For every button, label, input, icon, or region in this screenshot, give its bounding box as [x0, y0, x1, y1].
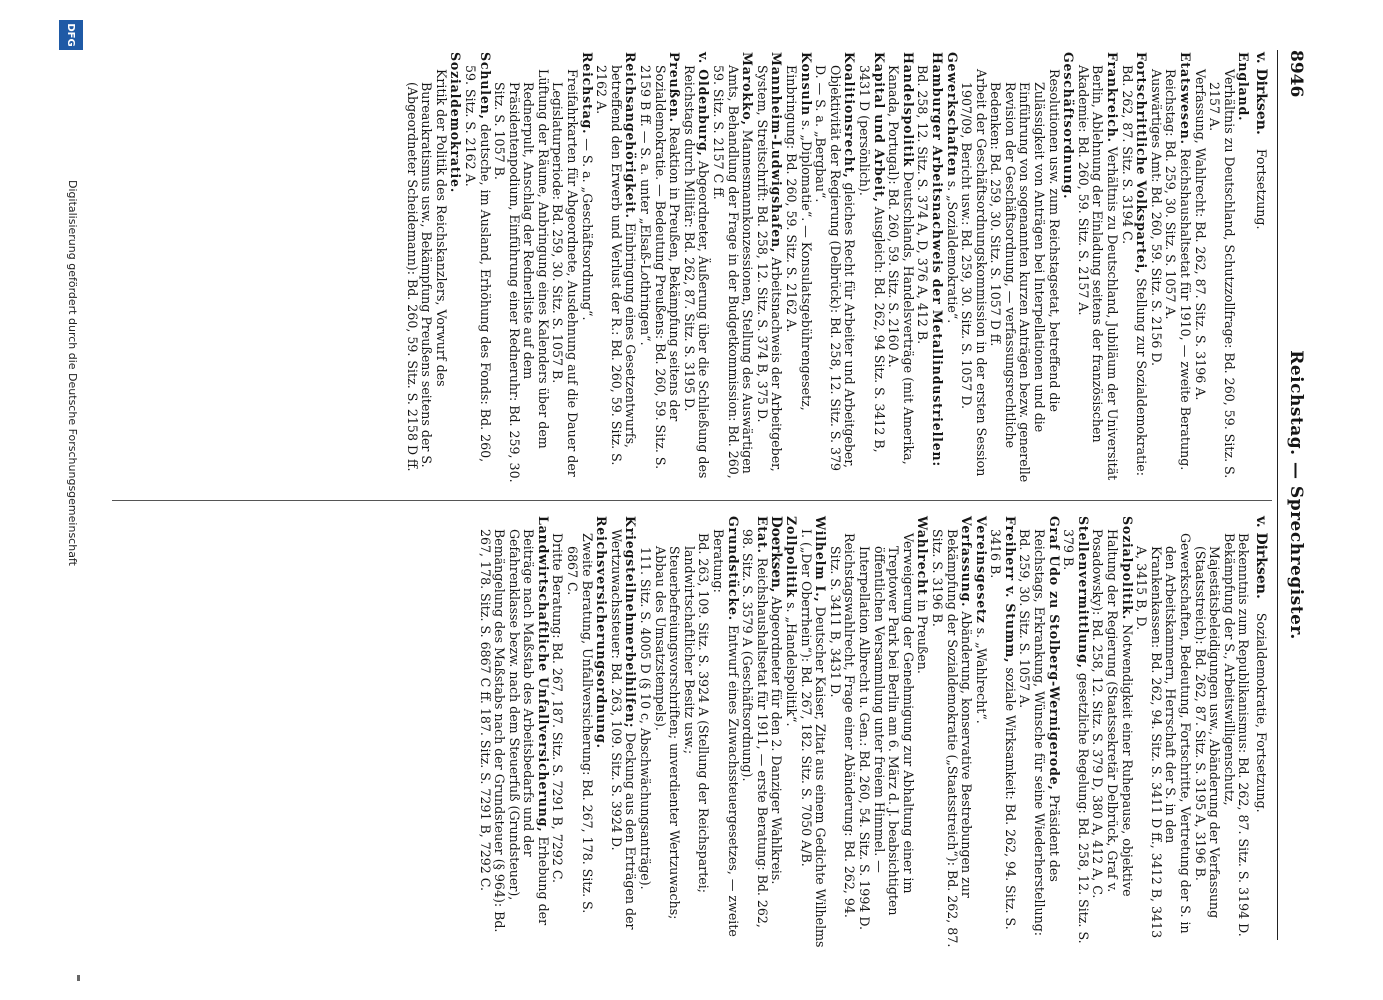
entry-text: Kritik der Politik des Reichskanzlers, Vorwurf des Bureaukratismus usw., Bekämpfung Preußens seitens der S. (Abgeordneter Scheidemann): Bd. 260, 59. Sitz. S. 2158 D ff.: [404, 69, 449, 472]
entry-text: s. „Handelspolitik“.: [784, 602, 799, 727]
entry-text: Präsident des Reichstags, Erkrankung, Wünsche für seine Wiederherstellung: Bd. 259, 30. Sitz. S. 1057 A.: [1017, 529, 1062, 937]
entry-text: Verhältnis zu Deutschland, Schutzzollfrage: Bd. 260, 59. Sitz. S. 2157 A.: [1207, 69, 1237, 479]
index-entry: [1134, 516, 1192, 948]
index-entry: [565, 516, 594, 948]
entry-keyword: Fortschrittliche Volkspartei,: [1134, 52, 1150, 275]
entry-text: Arbeit der Geschäftsordnungskommission in der ersten Session 1907/09, Bericht usw.: Bd. 259, 30. Sitz. S. 1057 D.: [959, 69, 989, 477]
column-heading: [1253, 52, 1268, 484]
entry-text: Resolutionen usw. zum Reichstagsetat, betreffend die Zulässigkeit von Anträgen bei Interpellationen und die Einführung von sogenannten kurzen Anträgen bezw. generelle Revision der Geschäftsordnung, — verfassungsrechtliche Bedenken: Bd. 259, 30. Sitz. S. 1057 D ff.: [988, 69, 1062, 483]
entry-keyword: Schulen,: [477, 52, 493, 120]
entry-text: Reichshaushaltsetat für 1910, — zweite Beratung.: [1178, 148, 1194, 471]
index-entry: [1119, 52, 1148, 484]
entry-text: Reaktion in Preußen, Bekämpfung seitens der Sozialdemokratie. — Bedeutung Preußens: Bd. 260, 59. Sitz. S. 2159 B ff. — S. a. unter „Elsaß-Lothringen“.: [638, 65, 683, 470]
column-heading: [1253, 516, 1268, 948]
entry-text: Reichshaushaltsetat für 1911, — erste Beratung: Bd. 262, 98. Sitz. S. 3579 A (Geschäftsordnung).: [740, 529, 770, 928]
index-entry: [1192, 516, 1236, 948]
entry-text: Notwendigkeit einer Ruhepause, objektive Haltung der Regierung (Staatssekretär Delbrück, Graf v. Posadowsky): Bd. 258, 12. Sitz. S. 379 D, 380 A, 412 A, C.: [1090, 529, 1135, 899]
entry-text: Reichstag: Bd. 259, 30. Sitz. S. 1057 A.: [1163, 69, 1179, 320]
entry-keyword: Kapital und Arbeit,: [871, 52, 887, 203]
entry-keyword: Etatswesen.: [1178, 52, 1194, 145]
index-entry: [608, 516, 637, 948]
entry-keyword: Reichsangehörigkeit.: [623, 52, 639, 219]
left-column: [404, 52, 1268, 484]
entry-list: [477, 516, 1250, 948]
entry-text: Deutschlands, Handelsverträge (mit Amerika, Kanada, Portugal): Bd. 260, 59. Sitz. S. 2160 A.: [886, 65, 916, 465]
index-entry: [448, 52, 463, 484]
entry-keyword: Marokko,: [740, 52, 756, 126]
entry-text: Verweigerung der Genehmigung zur Abhaltung einer im Treptower Park bei Berlin am 6. März d. J. beabsichtigten öffentlichen Versammlung unter freiem Himmel. — Interpellation Albrecht u. Gen.: Bd. 260, 54. Sitz. S. 1994 D.: [856, 533, 916, 931]
index-entry: [579, 52, 594, 484]
index-entry: [944, 52, 959, 484]
entry-text: Abgeordneter, Äußerung über die Schließung des Reichstags durch Militär: Bd. 262, 87. Sitz. S. 3195 D.: [681, 65, 712, 479]
digitization-note: Digitalisierung gefördert durch die Deutsche Forschungsgemeinschaft: [66, 180, 79, 566]
entry-text: Arbeitsnachweis der Arbeitgeber, System, Streitschrift: Bd. 258, 12. Sitz. S. 374 B, 375 D.: [754, 65, 785, 472]
entry-keyword: Freiherr v. Stumm,: [1002, 516, 1018, 664]
entry-keyword: Preußen.: [667, 52, 683, 123]
entry-list: [404, 52, 1250, 484]
index-entry: [637, 52, 681, 484]
page-header: [1280, 50, 1310, 940]
page-number: 8946: [1286, 50, 1306, 98]
index-entry: [973, 516, 988, 948]
entry-keyword: Hamburger Arbeitsnachweis der Metallindustriellen:: [929, 52, 945, 467]
index-entry: [1236, 516, 1251, 948]
index-entry: [915, 516, 930, 948]
entry-keyword: England.: [1236, 52, 1252, 122]
entry-text: Bekenntnis zum Republikanismus: Bd. 262, 87. Sitz. S. 3194 D.: [1236, 533, 1252, 937]
speaker-name: v. Dirksen.: [1253, 52, 1269, 135]
entry-keyword: Mannheim-Ludwigshafen,: [769, 52, 785, 254]
entry-keyword: Geschäftsordnung.: [1061, 52, 1077, 200]
index-entry: [710, 52, 754, 484]
index-entry: [929, 516, 973, 948]
index-entry: [740, 516, 769, 948]
entry-keyword: Landwirtschaftliche Unfallversicherung,: [535, 516, 551, 833]
index-entry: [1148, 52, 1163, 484]
entry-text: Auswärtiges Amt: Bd. 260, 59. Sitz. S. 2156 D.: [1148, 69, 1164, 367]
rotated-document-page: [40, 0, 1340, 1000]
index-entry: [462, 52, 491, 484]
entry-text: Freifahrkarten für Abgeordnete, Ausdehnung auf die Dauer der Legislaturperiode: Bd. 259, 30. Sitz. S. 1057 B.: [550, 69, 581, 477]
index-entry: [594, 516, 609, 948]
entry-keyword: Frankreich.: [1105, 52, 1121, 143]
entry-text: Reichstagswahlrecht, Frage einer Abänderung: Bd. 262, 94. Sitz. S. 3411 B, 3431 D.: [827, 533, 858, 918]
header-rule: [1277, 50, 1278, 940]
index-entry: [1207, 52, 1236, 484]
entry-text: Bd. 258, 12. Sitz. S. 374 A, D, 376 A, 412 B.: [915, 65, 931, 345]
speaker-name: Doerksen,: [768, 516, 785, 593]
entry-keyword: Vereinsgesetz: [973, 516, 989, 624]
index-entry: [652, 516, 710, 948]
entry-text: in Preußen.: [915, 599, 931, 674]
index-entry: [813, 52, 857, 484]
entry-text: gleiches Recht für Arbeiter und Arbeitgeber, Objektivität der Regierung (Delbrück): Bd. 258, 12. Sitz. S. 379 D. — S. a. „Bergbau“.: [813, 65, 858, 472]
page-title: Reichstag. — Sprechregister.: [1286, 350, 1306, 640]
entry-text: Dritte Beratung: Bd. 267, 187. Sitz. S. 7291 B, 7292 C.: [550, 533, 566, 884]
entry-text: Verhältnis zu Deutschland, Jubiläum der Universität Berlin, Ablehnung der Einladung seitens der französischen Akademie: Bd. 260, 59. Sitz. S. 2157 A.: [1075, 65, 1121, 481]
index-entry: [477, 516, 550, 948]
column-divider: [112, 500, 1272, 501]
dfg-logo: DFG: [59, 20, 83, 50]
index-entry: [769, 516, 784, 948]
entry-keyword: v. Oldenburg,: [696, 52, 712, 157]
index-entry: [959, 52, 988, 484]
entry-keyword: Graf Udo zu Stolberg-Wernigerode,: [1046, 516, 1062, 791]
index-entry: [915, 52, 944, 484]
index-entry: [988, 52, 1061, 484]
index-entry: [827, 516, 856, 948]
entry-keyword: Reichsversicherungsordnung.: [594, 516, 610, 749]
entry-text: Mannesmannkonzessionen, Stellung des Auswärtigen Amts, Behandlung der Frage in der Budgetkommission: Bd. 260, 59. Sitz. S. 2157 C ff.: [711, 65, 756, 479]
entry-text: Einbringung eines Gesetzentwurfs, betreffend den Erwerb und Verlust der R.: Bd. 260, 59. Sitz. S. 2162 A.: [594, 65, 639, 466]
index-entry: [754, 52, 783, 484]
entry-keyword: Kriegsteilnehmerbeihilfen;: [623, 516, 639, 729]
index-entry: [1090, 516, 1134, 948]
entry-text: Verfassung, Wahlrecht: Bd. 262, 87. Sitz. S. 3196 A.: [1192, 69, 1208, 401]
index-entry: [1061, 516, 1090, 948]
index-entry: [681, 52, 710, 484]
index-entry: [404, 52, 448, 484]
entry-keyword: Sozialdemokratie.: [448, 52, 464, 194]
entry-keyword: Etat.: [754, 516, 770, 554]
index-entry: [594, 52, 638, 484]
entry-text: deutsche, im Ausland, Erhöhung des Fonds: Bd. 260, 59. Sitz. S. 2162 A.: [462, 65, 493, 463]
index-entry: [1163, 52, 1178, 484]
index-entry: [492, 52, 550, 484]
entry-text: Zweite Beratung, Unfallversicherung: Bd. 267, 178. Sitz. S. 6867 C.: [565, 533, 595, 914]
index-entry: [710, 516, 739, 948]
entry-keyword: Wahlrecht: [915, 516, 931, 596]
entry-text: s. „Diplomatie“. — Konsulatsgebührengesetz, Einbringung: Bd. 260, 59. Sitz. S. 2162 A.: [784, 65, 814, 411]
entry-text: Ausgleich: Bd. 262, 94 Sitz. S. 3412 B, 3431 D (persönlich).: [856, 65, 887, 453]
entry-text: s. „Wahlrecht“.: [973, 627, 989, 724]
speaker-name: v. Dirksen.: [1253, 516, 1269, 599]
index-entry: [988, 516, 1017, 948]
continuation-note: Fortsetzung.: [1254, 148, 1269, 230]
entry-keyword: Wilhelm I.,: [813, 516, 829, 603]
index-entry: [1061, 52, 1076, 484]
index-entry: [1192, 52, 1207, 484]
entry-text: Deutscher Kaiser, Zitat aus einem Gedichte Wilhelms I. („Der Oberrhein“): Bd. 267, 182. Sitz. S. 7050 A/B.: [798, 529, 829, 948]
index-entry: [783, 516, 798, 948]
index-entry: [1177, 52, 1192, 484]
speaker-description: Abgeordneter für den 2. Danziger Wahlkreis.: [769, 596, 785, 885]
index-entry: [1075, 52, 1119, 484]
entry-keyword: Konsuln: [798, 52, 814, 117]
right-column: [477, 516, 1268, 948]
index-entry: [1236, 52, 1251, 484]
entry-text: Stellung zur Sozialdemokratie: Bd. 262, 87. Sitz. S. 3194 C.: [1119, 65, 1150, 476]
entry-text: gesetzliche Regelung: Bd. 258, 12. Sitz. S. 379 B.: [1061, 529, 1091, 944]
entry-keyword: Grundstücke.: [725, 516, 741, 621]
entry-keyword: Stellenvermittlung,: [1075, 516, 1091, 669]
entry-text: Deckung aus den Erträgen der Wertzuwachssteuer: Bd. 263, 109. Sitz. S. 3924 D.: [608, 529, 639, 930]
index-entry: [637, 516, 652, 948]
entry-text: Gewerkschaften, Bedeutung, Fortschritte, Vertretung der S. in den Arbeitskammern, Herrschaft der S. in den Krankenkassen: Bd. 262, 94. Sitz. S. 3411 D ff., 3412 B, 3413 A, 3415 B, D.: [1134, 533, 1194, 939]
entry-text: s. „Sozialdemokratie“.: [944, 180, 960, 324]
entry-text: — S. a. „Geschäftsordnung“.: [579, 138, 595, 321]
entry-text: Abänderung, konservative Bestrebungen zur Bekämpfung der Sozialdemokratie („Staatsstreich“): Bd. 262, 87. Sitz. S. 3196 B.: [929, 529, 975, 948]
entry-text: 111. Sitz. S. 4005 D (§ 10 c, Abschwächungsanträge).: [638, 547, 654, 890]
margin-mark: [77, 975, 80, 981]
entry-text: Bekämpfung der S., Arbeitswilligenschutz, Majestätsbeleidigungen usw., Abänderung der Verfassung (Staatsstreich): Bd. 262, 87. Sitz. S. 3195 A, 3196 B.: [1192, 533, 1237, 919]
index-entry: [798, 516, 827, 948]
entry-keyword: Handelspolitik: [900, 52, 916, 168]
index-entry: [856, 516, 914, 948]
continuation-note: Sozialdemokratie, Fortsetzung.: [1254, 612, 1269, 813]
entry-keyword: Gewerkschaften: [944, 52, 960, 177]
index-entry: [886, 52, 915, 484]
entry-keyword: Sozialpolitik.: [1119, 516, 1135, 621]
entry-text: Bd. 263, 109. Sitz. S. 3924 A (Stellung der Reichspartei; landwirtschaftlicher Besitz usw.; Steuerbefreiungsvorschriften; unverdienter Wertzuwachs; Abbau des Umsatzstempels).: [652, 533, 712, 920]
entry-keyword: Reichstag.: [579, 52, 595, 135]
entry-keyword: Verfassung.: [959, 516, 975, 608]
margin-strip: [59, 20, 85, 980]
index-entry: [783, 52, 812, 484]
entry-text: Entwurf eines Zuwachssteuergesetzes, — zweite Beratung:: [711, 529, 741, 937]
index-entry: [550, 516, 565, 948]
index-entry: [1017, 516, 1061, 948]
entry-text: soziale Wirksamkeit: Bd. 262, 94. Sitz. S. 3416 B.: [988, 529, 1018, 930]
entry-text: Erhebung der Beiträge nach Maßstab des Arbeitsbedarfs und der Gefahrenklasse bezw. nach dem Steuerfuß (Grundsteuer), Bemängelung des Maßstabs nach der Grundsteuer (§ 964): Bd. 267, 178. Sitz. S. 6867 C ff. 187. Sitz. S. 7291 B, 7292 C.: [477, 529, 551, 933]
index-entry: [550, 52, 579, 484]
entry-keyword: Koalitionsrecht,: [842, 52, 858, 179]
entry-keyword: Zollpolitik: [784, 516, 799, 599]
index-entry: [856, 52, 885, 484]
entry-text: Lüftung der Räume, Anbringung eines Kalenders über dem Rednerpult, Anschlag der Rednerliste auf dem Präsidentenpodium, Einführung einer Redneruhr: Bd. 259, 30. Sitz. S. 1057 B.: [492, 69, 551, 483]
